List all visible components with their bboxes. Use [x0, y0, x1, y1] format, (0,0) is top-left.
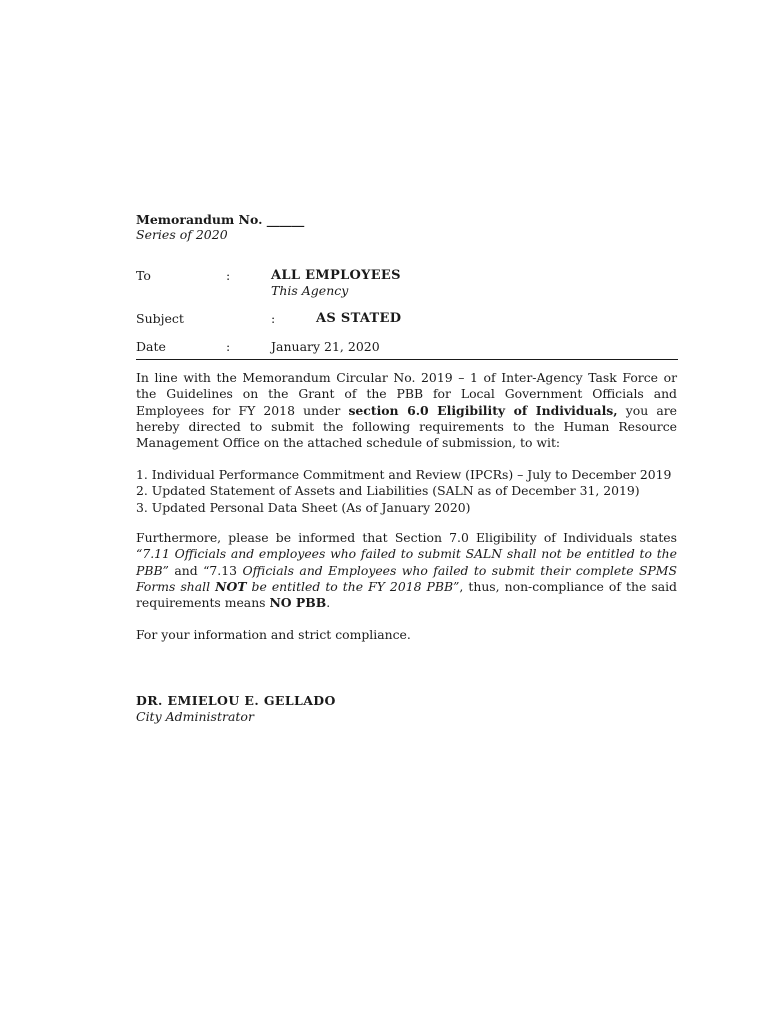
date-colon: : — [226, 339, 231, 354]
date-label: Date — [136, 339, 166, 354]
p2-quote-711: “7.11 Officials and employees who failed to submit SALN shall not be entitled to the PBB” — [136, 546, 677, 578]
to-label: To — [136, 268, 151, 283]
subject-colon: : — [271, 311, 276, 326]
p2-period: . — [326, 595, 331, 611]
p1-section-reference: section 6.0 Eligibility of Individuals, — [348, 402, 618, 418]
p2-text-g: , thus, non-compliance of the said requirements means — [136, 578, 677, 611]
date-value: January 21, 2020 — [271, 339, 380, 354]
body-paragraph-1 — [136, 370, 677, 451]
to-value: ALL EMPLOYEES — [271, 268, 401, 283]
subject-value: AS STATED — [316, 311, 402, 326]
p2-text-c: and “7.13 — [168, 562, 243, 578]
signatory-name: DR. EMIELOU E. GELLADO — [136, 693, 336, 708]
p2-text-a: Furthermore, please be informed that Section 7.0 Eligibility of Individuals states — [136, 530, 677, 545]
to-colon: : — [226, 268, 231, 283]
p1-text-start: In line with the Memorandum Circular No. 2019 – 1 of Inter-Agency Task Force or the Guidelines on the Grant of the PBB for Local Government Officials and Employees for FY 2018 under — [136, 370, 677, 418]
body-paragraph-3: For your information and strict compliance. — [136, 627, 411, 642]
list-item: 2. Updated Statement of Assets and Liabilities (SALN as of December 31, 2019) — [136, 483, 640, 499]
memorandum-series: Series of 2020 — [136, 227, 228, 242]
p2-quote-713: Officials and Employees who failed to submit their complete SPMS Forms shall — [136, 562, 677, 594]
list-item: 3. Updated Personal Data Sheet (As of January 2020) — [136, 499, 471, 515]
memorandum-number: Memorandum No. ______ — [136, 212, 305, 227]
signatory-title: City Administrator — [136, 709, 254, 724]
subject-label: Subject — [136, 311, 184, 326]
p2-not-emphasis: NOT — [215, 578, 247, 594]
header-divider — [136, 359, 678, 360]
p2-quote-713-end: be entitled to the FY 2018 PBB” — [246, 578, 460, 594]
requirements-list — [136, 467, 671, 516]
body-paragraph-2 — [136, 530, 677, 611]
p1-text-end: you are hereby directed to submit the following requirements to the Human Resource Management Office on the attached schedule of submission, to wit: — [136, 402, 677, 451]
list-item: 1. Individual Performance Commitment and Review (IPCRs) – July to December 2019 — [136, 467, 672, 482]
p2-no-pbb: NO PBB — [269, 595, 327, 611]
to-subline: This Agency — [271, 283, 349, 298]
